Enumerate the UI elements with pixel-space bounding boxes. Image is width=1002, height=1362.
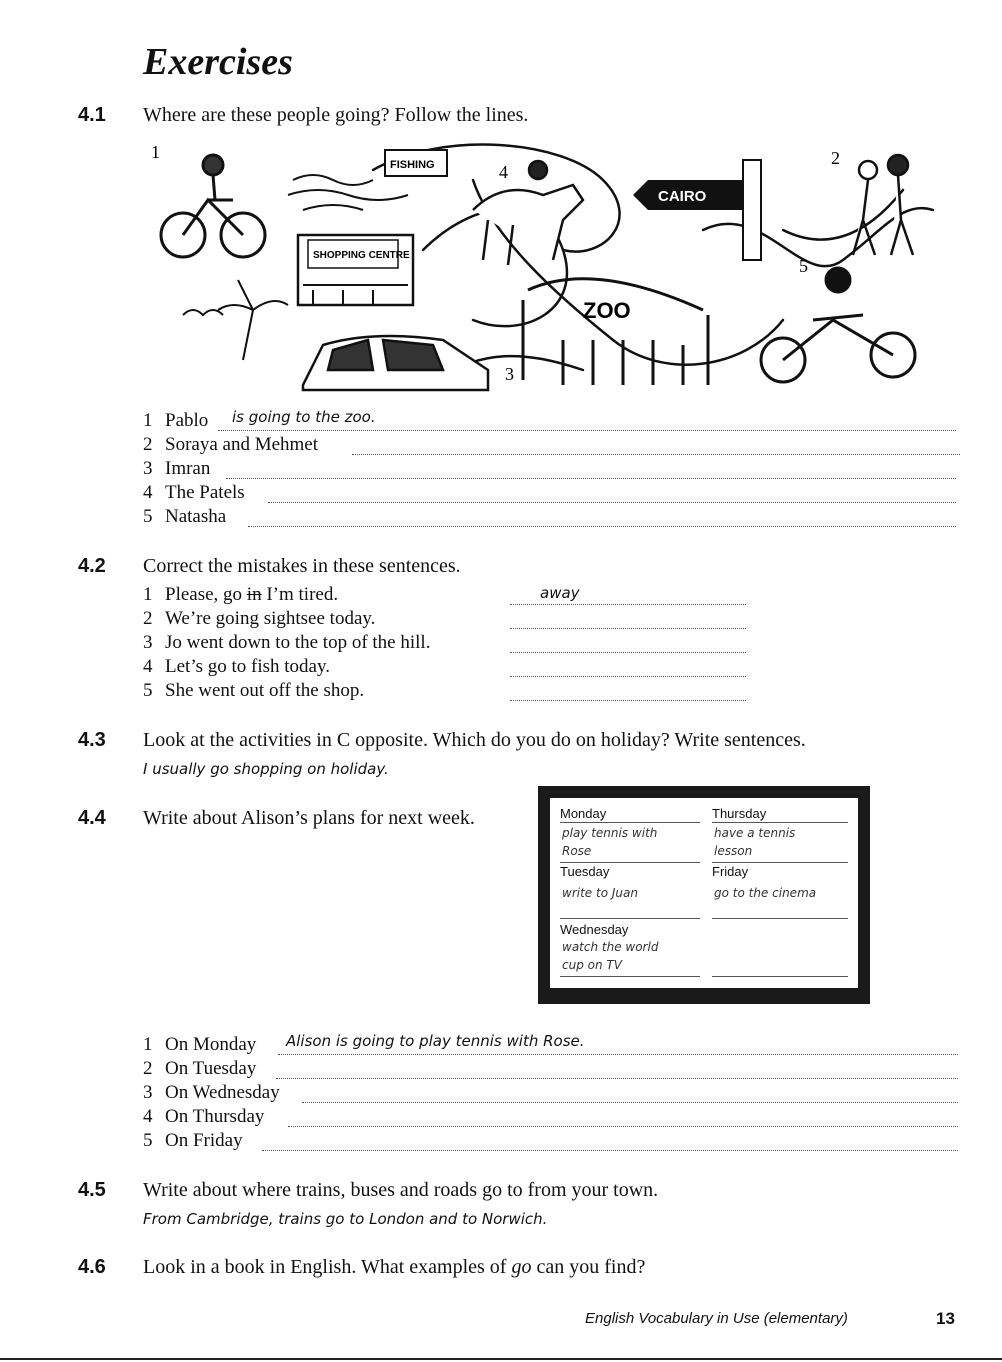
- page-title: Exercises: [143, 41, 293, 83]
- exercise-4-4-item-4: 4 On Thursday: [143, 1106, 265, 1127]
- answer-line[interactable]: [248, 526, 956, 527]
- answer-line[interactable]: [352, 454, 960, 455]
- page-number: 13: [936, 1309, 955, 1328]
- exercise-4-1-item-3: 3 Imran: [143, 458, 211, 479]
- diary-note: cup on TV: [562, 958, 622, 972]
- answer-line[interactable]: [510, 652, 746, 653]
- diary-day-friday: Friday: [712, 864, 749, 879]
- fishing-sign-icon: [288, 150, 447, 210]
- exercise-number-4-6: 4.6: [78, 1256, 106, 1278]
- travel-illustration: [143, 140, 958, 402]
- bicycle-icon: [161, 155, 265, 257]
- answer-line[interactable]: [510, 700, 746, 701]
- exercise-number-4-1: 4.1: [78, 104, 106, 126]
- diary-note: play tennis with: [562, 826, 658, 840]
- walking-people-icon: [853, 155, 913, 255]
- handwritten-answer: away: [540, 584, 580, 602]
- exercise-number-4-3: 4.3: [78, 729, 106, 751]
- exercise-4-4-item-5: 5 On Friday: [143, 1130, 243, 1151]
- diary-day-tuesday: Tuesday: [560, 864, 610, 879]
- exercise-number-4-4: 4.4: [78, 807, 106, 829]
- handwritten-example: From Cambridge, trains go to London and to Norwich.: [143, 1210, 548, 1228]
- horse-riders-icon: [473, 161, 583, 265]
- exercise-4-4-instruction: Write about Alison’s plans for next week.: [143, 807, 475, 829]
- diary-note: Rose: [562, 844, 592, 858]
- diary-illustration: [538, 786, 870, 1004]
- handwritten-answer: is going to the zoo.: [232, 408, 376, 426]
- answer-line[interactable]: [510, 628, 746, 629]
- footer-book-title: English Vocabulary in Use (elementary): [585, 1310, 848, 1327]
- answer-line[interactable]: [510, 604, 746, 605]
- answer-line[interactable]: [302, 1102, 958, 1103]
- exercise-4-1-item-4: 4 The Patels: [143, 482, 245, 503]
- answer-line[interactable]: [510, 676, 746, 677]
- exercise-4-2-item-1: 1 Please, go in I’m tired.: [143, 584, 339, 605]
- answer-line[interactable]: [226, 478, 956, 479]
- exercise-4-4-item-1: 1 On Monday: [143, 1034, 257, 1055]
- exercise-4-1-item-2: 2 Soraya and Mehmet: [143, 434, 319, 455]
- exercise-4-2-item-5: 5 She went out off the shop.: [143, 680, 365, 701]
- exercise-4-2-item-4: 4 Let’s go to fish today.: [143, 656, 330, 677]
- answer-line[interactable]: [288, 1126, 958, 1127]
- exercise-4-6-instruction: Look in a book in English. What examples of go can you find?: [143, 1256, 646, 1278]
- diary-note: watch the world: [562, 940, 659, 954]
- handwritten-answer: Alison is going to play tennis with Rose.: [286, 1032, 585, 1050]
- answer-line[interactable]: [218, 430, 956, 431]
- exercise-4-2-item-3: 3 Jo went down to the top of the hill.: [143, 632, 431, 653]
- exercise-4-1-instruction: Where are these people going? Follow the lines.: [143, 104, 529, 126]
- exercise-4-1-item-1: 1 Pablo: [143, 410, 209, 431]
- svg-text:ZOO: ZOO: [583, 298, 631, 323]
- diary-note: lesson: [714, 844, 753, 858]
- car-icon: [303, 336, 488, 390]
- palm-tree-icon: [183, 280, 288, 360]
- diary-day-wednesday: Wednesday: [560, 922, 629, 937]
- answer-line[interactable]: [276, 1078, 958, 1079]
- exercise-4-4-item-3: 3 On Wednesday: [143, 1082, 280, 1103]
- svg-text:1: 1: [151, 142, 160, 162]
- zoo-gate-icon: [523, 279, 708, 385]
- diary-note: have a tennis: [714, 826, 796, 840]
- answer-line[interactable]: [268, 502, 956, 503]
- exercise-number-4-5: 4.5: [78, 1179, 106, 1201]
- answer-line[interactable]: [278, 1054, 958, 1055]
- diary-note: go to the cinema: [714, 886, 817, 900]
- exercise-4-3-instruction: Look at the activities in C opposite. Which do you do on holiday? Write sentences.: [143, 729, 806, 751]
- exercise-4-4-item-2: 2 On Tuesday: [143, 1058, 257, 1079]
- exercise-4-1-item-5: 5 Natasha: [143, 506, 227, 527]
- diary-note: write to Juan: [562, 886, 638, 900]
- answer-line[interactable]: [262, 1150, 958, 1151]
- shopping-centre-icon: [298, 235, 413, 305]
- diary-day-thursday: Thursday: [712, 806, 767, 821]
- cairo-signpost-icon: [633, 160, 761, 260]
- svg-text:CAIRO: CAIRO: [658, 188, 707, 205]
- motorbike-icon: [761, 268, 915, 382]
- exercise-4-2-instruction: Correct the mistakes in these sentences.: [143, 555, 461, 577]
- svg-text:4: 4: [499, 162, 508, 182]
- exercise-4-5-instruction: Write about where trains, buses and roads go to from your town.: [143, 1179, 659, 1201]
- diary-day-monday: Monday: [560, 806, 607, 821]
- handwritten-example: I usually go shopping on holiday.: [143, 760, 389, 778]
- exercise-4-2-item-2: 2 We’re going sightsee today.: [143, 608, 376, 629]
- svg-text:2: 2: [831, 148, 840, 168]
- exercise-number-4-2: 4.2: [78, 555, 106, 577]
- svg-text:5: 5: [799, 256, 808, 276]
- svg-text:FISHING: FISHING: [390, 159, 435, 171]
- page-bottom-rule: [0, 1358, 1002, 1360]
- svg-text:3: 3: [505, 364, 514, 384]
- svg-text:SHOPPING CENTRE: SHOPPING CENTRE: [313, 250, 410, 261]
